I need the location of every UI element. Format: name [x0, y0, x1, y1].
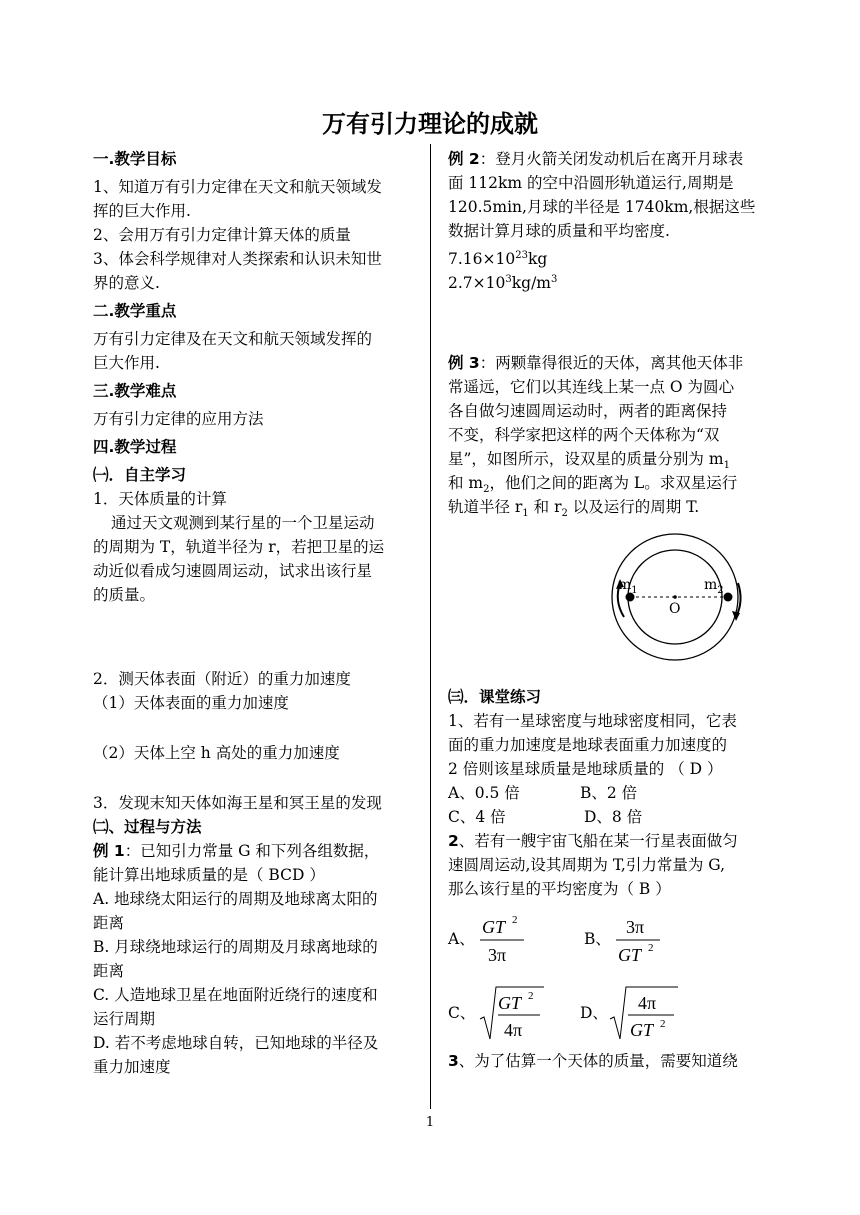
text-line: 轨道半径 $r_1$ 和 $r_2$ 以及运行的周期 T.	[448, 498, 700, 520]
section-heading: 三.教学难点	[93, 382, 177, 400]
svg-text:2: 2	[528, 990, 534, 1002]
text-line: 常遥远，它们以其连线上某一点 O 为圆心	[448, 378, 735, 396]
option-d: D、8 倍	[584, 808, 643, 826]
subsection-heading: ㈡、过程与方法	[93, 818, 202, 836]
binary-star-figure	[448, 519, 770, 679]
answer-density: $2.7\times 10^3kg/m^3$	[448, 273, 558, 292]
text-line: 巨大作用.	[93, 354, 160, 372]
option-d-label: D、	[580, 1004, 608, 1022]
star-m2	[724, 593, 733, 602]
section-heading: 一.教学目标	[93, 150, 177, 168]
text-line: 1、若有一星球密度与地球密度相同，它表	[448, 712, 737, 730]
svg-text:2: 2	[512, 914, 518, 926]
fraction-options-cd	[448, 983, 770, 1043]
svg-text:GT: GT	[498, 993, 522, 1013]
option-a-label: A、	[448, 930, 475, 948]
option-b: B、2 倍	[580, 784, 638, 802]
text-line: 面 112km 的空中沿圆形轨道运行,周期是	[448, 174, 734, 192]
center-o	[673, 595, 677, 599]
svg-text:GT: GT	[630, 1020, 654, 1040]
text-line: 面的重力加速度是地球表面重力加速度的	[448, 736, 728, 754]
text-line: 速圆周运动,设其周期为 T,引力常量为 G,	[448, 856, 726, 874]
text-line: 2 倍则该星球质量是地球质量的 （ D ）	[448, 760, 723, 778]
option-row	[448, 781, 770, 805]
option-b-label: B、	[584, 930, 611, 948]
svg-text:2: 2	[660, 1018, 666, 1030]
example-3: 例 3：两颗靠得很近的天体，离其他天体非	[448, 354, 744, 372]
svg-text:GT: GT	[482, 917, 506, 937]
svg-text:4π: 4π	[638, 993, 657, 1013]
answer-mass: $7.16\times 10^{23}kg$	[448, 249, 548, 268]
example-1: 例 1：已知引力常量 G 和下列各组数据，	[93, 842, 380, 860]
option-c: C. 人造地球卫星在地面附近绕行的速度和	[93, 986, 378, 1004]
text-line: 那么该行星的平均密度为（ B ）	[448, 880, 671, 898]
text-line: 数据计算月球的质量和平均密度.	[448, 222, 670, 240]
section-heading: 二.教学重点	[93, 302, 177, 320]
svg-text:3π: 3π	[488, 945, 507, 965]
text-line: 运行周期	[93, 1010, 156, 1028]
text-line: 能计算出地球质量的是（ BCD ）	[93, 866, 325, 884]
svg-text:GT: GT	[618, 945, 642, 965]
text-line: 2、会用万有引力定律计算天体的质量	[93, 226, 351, 244]
text-line: 星”，如图所示，设双星的质量分别为 $m_1$	[448, 450, 730, 472]
page-title: 万有引力理论的成就	[322, 110, 538, 138]
fraction-b	[614, 909, 674, 969]
svg-text:4π: 4π	[504, 1020, 523, 1040]
text-line: 1．天体质量的计算	[93, 490, 227, 508]
option-row	[448, 805, 770, 829]
svg-text:3π: 3π	[626, 917, 645, 937]
label-m1: $m_1$	[618, 577, 638, 596]
svg-text:2: 2	[648, 942, 654, 954]
text-line: 1、知道万有引力定律在天文和航天领域发	[93, 178, 382, 196]
text-line: （2）天体上空 h 高处的重力加速度	[93, 744, 340, 762]
option-a: A、0.5 倍	[448, 784, 520, 802]
text-line: 万有引力定律及在天文和航天领域发挥的	[93, 330, 373, 348]
fraction-c	[478, 983, 548, 1043]
section-heading: 四.教学过程	[93, 438, 177, 456]
text-line: 通过天文观测到某行星的一个卫星运动	[111, 514, 375, 532]
option-c: C、4 倍	[448, 808, 506, 826]
text-line: 挥的巨大作用.	[93, 202, 191, 220]
column-divider	[430, 144, 431, 1109]
text-line: 2．测天体表面（附近）的重力加速度	[93, 670, 351, 688]
text-line: 3、体会科学规律对人类探索和认识未知世	[93, 250, 382, 268]
text-line: 各自做匀速圆周运动时，两者的距离保持	[448, 402, 728, 420]
right-column	[448, 147, 770, 1073]
fraction-options-ab	[448, 909, 770, 969]
question-2: 2、若有一艘宇宙飞船在某一行星表面做匀	[448, 832, 738, 850]
text-line: 重力加速度	[93, 1058, 171, 1076]
text-line: 120.5min,月球的半径是 1740km,根据这些	[448, 198, 756, 216]
subsection-heading: ㈢．课堂练习	[448, 688, 542, 706]
text-line: 和 $m_2$，他们之间的距离为 L。求双星运行	[448, 474, 738, 496]
text-line: 不变，科学家把这样的两个天体称为“双	[448, 426, 720, 444]
label-m2: $m_2$	[704, 577, 724, 596]
label-o: O	[669, 601, 681, 617]
left-column	[93, 147, 415, 1079]
text-line: 距离	[93, 962, 125, 980]
question-3: 3、为了估算一个天体的质量，需要知道绕	[448, 1052, 738, 1070]
text-line: 的质量。	[93, 586, 156, 604]
text-line: 3．发现末知天体如海王星和冥王星的发现	[93, 794, 382, 812]
text-line: 界的意义.	[93, 274, 160, 292]
option-c-label: C、	[448, 1004, 476, 1022]
option-a: A. 地球绕太阳运行的周期及地球离太阳的	[93, 890, 378, 908]
text-line: 动近似看成匀速圆周运动，试求出该行星	[93, 562, 373, 580]
fraction-a	[478, 909, 538, 969]
text-line: 万有引力定律的应用方法	[93, 410, 264, 428]
text-line: （1）天体表面的重力加速度	[93, 694, 289, 712]
text-line: 的周期为 T，轨道半径为 r，若把卫星的运	[93, 538, 385, 556]
page-number: 1	[425, 1115, 435, 1130]
subsection-heading: ㈠．自主学习	[93, 466, 187, 484]
option-d: D. 若不考虑地球自转，已知地球的半径及	[93, 1034, 379, 1052]
option-b: B. 月球绕地球运行的周期及月球离地球的	[93, 938, 378, 956]
example-2: 例 2：登月火箭关闭发动机后在离开月球表	[448, 150, 744, 168]
fraction-d	[608, 983, 682, 1043]
text-line: 距离	[93, 914, 125, 932]
